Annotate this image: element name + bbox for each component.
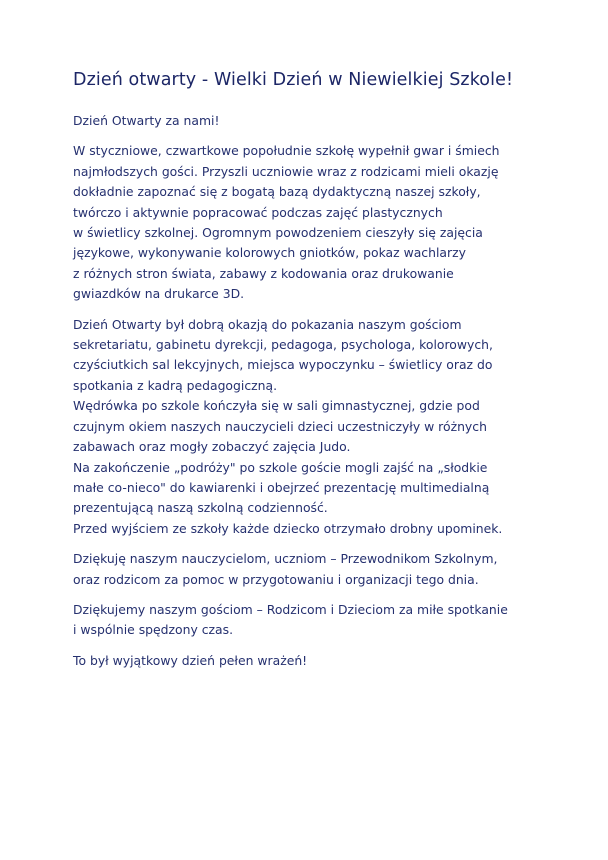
paragraph-line: Dzień Otwarty był dobrą okazją do pokazania naszym gościom <box>73 316 462 332</box>
paragraph-1 <box>73 141 537 304</box>
paragraph-2 <box>73 315 537 539</box>
paragraph-line: najmłodszych gości. Przyszli uczniowie wraz z rodzicami mieli okazję <box>73 163 499 179</box>
paragraph-line: i wspólnie spędzony czas. <box>73 622 234 638</box>
paragraph-line: Na zakończenie „podróży" po szkole goście mogli zajść na „słodkie <box>73 459 488 475</box>
paragraph-line: małe co-nieco" do kawiarenki i obejrzeć prezentację multimedialną <box>73 479 490 495</box>
paragraph-line: dokładnie zapoznać się z bogatą bazą dydaktyczną naszej szkoły, <box>73 184 481 200</box>
paragraph-line: twórczo i aktywnie popracować podczas zajęć plastycznych <box>73 204 443 220</box>
paragraph-4 <box>73 600 537 641</box>
paragraph-line: Dziękuję naszym nauczycielom, uczniom – Przewodnikom Szkolnym, <box>73 551 498 567</box>
paragraph-line: czujnym okiem naszych nauczycieli dzieci uczestniczyły w różnych <box>73 418 487 434</box>
paragraph-line: prezentującą naszą szkolną codzienność. <box>73 500 328 516</box>
paragraph-line: w świetlicy szkolnej. Ogromnym powodzeniem cieszyły się zajęcia <box>73 225 483 241</box>
paragraph-line: zabawach oraz mogły zobaczyć zajęcia Judo. <box>73 439 351 455</box>
paragraph-line: Wędrówka po szkole kończyła się w sali gimnastycznej, gdzie pod <box>73 398 480 414</box>
closing-line: To był wyjątkowy dzień pełen wrażeń! <box>73 652 308 668</box>
paragraph-line: sekretariatu, gabinetu dyrekcji, pedagoga, psychologa, kolorowych, <box>73 337 493 353</box>
paragraph-line: gwiazdków na drukarce 3D. <box>73 286 245 302</box>
paragraph-3 <box>73 549 537 590</box>
intro-line: Dzień Otwarty za nami! <box>73 113 220 128</box>
paragraph-line: Przed wyjściem ze szkoły każde dziecko otrzymało drobny upominek. <box>73 520 503 536</box>
paragraph-line: Dziękujemy naszym gościom – Rodzicom i Dzieciom za miłe spotkanie <box>73 601 508 617</box>
paragraph-line: spotkania z kadrą pedagogiczną. <box>73 377 278 393</box>
document-title: Dzień otwarty - Wielki Dzień w Niewielkiej Szkole! <box>73 70 514 90</box>
paragraph-line: z różnych stron świata, zabawy z kodowania oraz drukowanie <box>73 265 454 281</box>
paragraph-line: oraz rodzicom za pomoc w przygotowaniu i organizacji tego dnia. <box>73 571 479 587</box>
paragraph-line: W styczniowe, czwartkowe popołudnie szkołę wypełnił gwar i śmiech <box>73 143 500 159</box>
paragraph-line: czyściutkich sal lekcyjnych, miejsca wypoczynku – świetlicy oraz do <box>73 357 493 373</box>
paragraph-line: językowe, wykonywanie kolorowych gniotków, pokaz wachlarzy <box>73 245 466 261</box>
